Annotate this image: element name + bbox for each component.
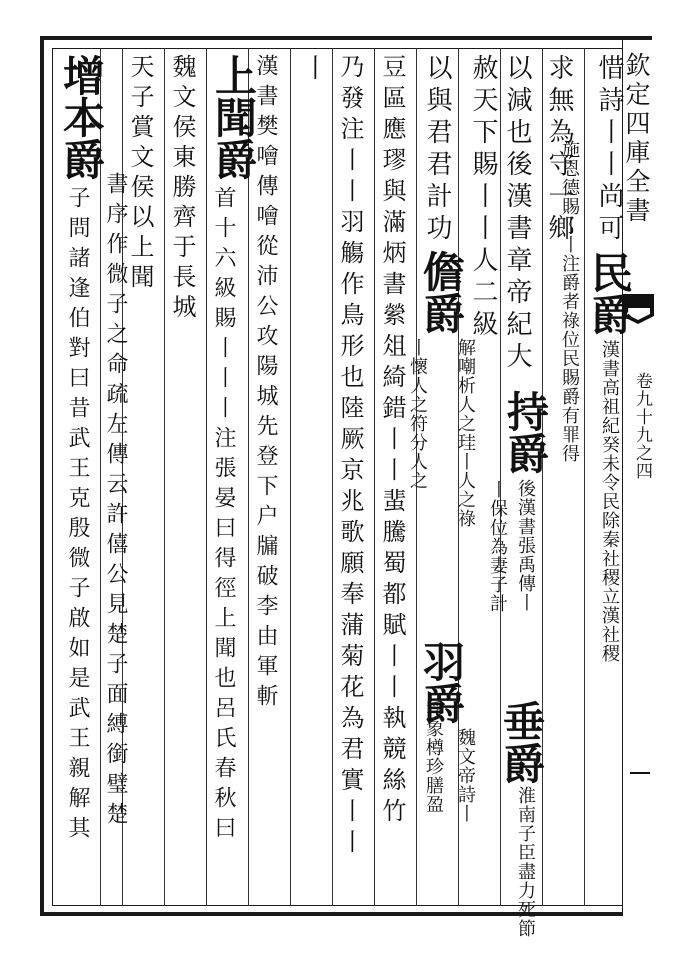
text-column-10-heading [209, 54, 258, 180]
entry-heading: 持爵 [501, 390, 550, 474]
annotation-text: 丨懷人之符分人之 [407, 338, 428, 490]
text-column-10 [254, 54, 276, 714]
text-column-4 [470, 54, 496, 342]
annotation-text: 魏文帝詩丨 [455, 728, 476, 823]
annotation-text: 解嘲析人之珪丨人之祿 [455, 338, 476, 528]
text-column-4-note2 [516, 786, 534, 938]
main-text: 求無為守一鄉 [544, 54, 574, 246]
main-text: 乃發注丨丨羽觴作鳥形也陸厥京兆歌願奉蒲菊花為君實丨丨 [336, 54, 364, 860]
text-column-2-main [546, 54, 572, 246]
annotation-text: 漢書高祖紀癸未令民除秦社稷立漢社稷 [599, 340, 620, 664]
text-column-14 [104, 172, 126, 832]
text-column-6-note2 [424, 700, 442, 814]
text-column-5-heading [417, 250, 466, 334]
text-column-12 [170, 54, 194, 324]
entry-heading: 垂爵 [497, 700, 546, 784]
column-rule [374, 48, 375, 906]
annotation-text: 丨保位為妻子計 [487, 480, 508, 613]
annotation-text: 淮南子臣盡力死節 [515, 786, 536, 938]
column-rule [290, 48, 291, 906]
column-rule [206, 48, 207, 906]
text-column-3 [504, 54, 530, 374]
text-column-8 [338, 54, 362, 860]
text-column-4-heading [497, 700, 546, 784]
main-text: 赦天下賜丨丨人二級 [468, 54, 498, 342]
text-column-11 [212, 186, 234, 846]
main-text: 天子賞文侯以上聞 [126, 54, 154, 294]
main-text: 書序作微子之命疏左傳云許僖公見楚子面縛銜璧楚 [103, 172, 128, 832]
main-text: 魏文侯東勝齊于長城 [168, 54, 196, 324]
annotation-text: 浮象樽珍膳盈 [423, 700, 444, 814]
text-column-5 [424, 54, 450, 246]
main-text: 豆區應璆與滿炳書縈俎綺錯丨丨蜚騰蜀都賦丨丨執競絲竹 [378, 54, 406, 829]
column-rule [584, 48, 585, 906]
column-rule [164, 48, 165, 906]
text-column-13 [128, 54, 152, 294]
main-text: 首十六級賜丨丨丨注張晏曰得徑上聞也呂氏春秋曰 [211, 186, 236, 846]
main-text: 子問諸逢伯對曰昔武王克殷微子啟如是武王親解其 [65, 186, 90, 846]
main-text: 以與君君計功 [422, 54, 452, 246]
text-column-14-heading [57, 54, 106, 180]
text-column-6-note [408, 338, 426, 490]
text-column-15 [66, 186, 88, 846]
text-column-4-notes [488, 480, 506, 613]
text-column-5-note [456, 338, 474, 528]
book-title: 欽定四庫全書 [622, 52, 651, 226]
annotation-text: 施恩德賜丨丨注爵者祿位民賜爵有罪得 [559, 140, 580, 463]
text-column-5-note2 [456, 728, 474, 823]
margin-tick [630, 772, 650, 774]
volume-label: 卷九十九之四 [632, 372, 652, 480]
annotation-text: 後漢書張禹傳丨 [515, 479, 536, 613]
text-column-7 [380, 54, 404, 829]
entry-heading: 上聞爵 [209, 54, 258, 180]
entry-heading: 民爵 [585, 251, 634, 336]
text-column-1 [585, 54, 634, 664]
entry-heading: 羽爵 [417, 640, 466, 724]
column-rule [332, 48, 333, 906]
main-text: 漢書樊噲傳噲從沛公攻陽城先登下户牖破李由軍斬 [253, 54, 278, 714]
main-text: 惜詩丨丨尚可 [594, 54, 624, 246]
entry-heading: 儋爵 [417, 250, 466, 334]
text-column-3-heading [501, 390, 550, 613]
entry-heading: 增本爵 [57, 54, 106, 180]
main-text: 以減也後漢書章帝紀大 [502, 54, 532, 374]
main-text: 丨 [298, 54, 328, 86]
text-column-9 [300, 54, 326, 86]
